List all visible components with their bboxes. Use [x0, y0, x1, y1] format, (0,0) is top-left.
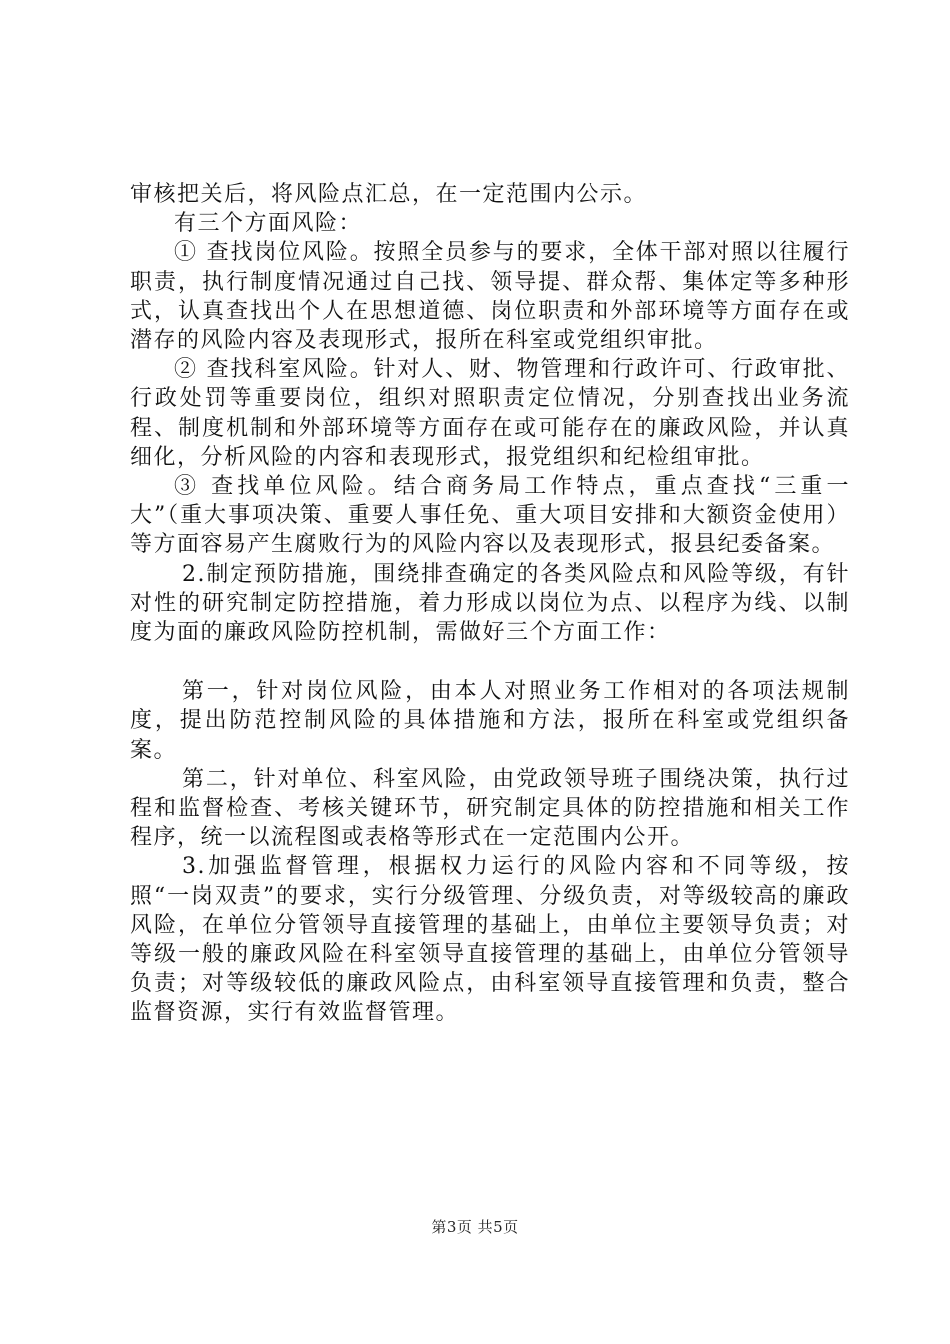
document-body	[130, 180, 850, 1028]
page-number-footer: 第3页 共5页	[431, 1218, 519, 1236]
paragraph-post-risk: ① 查找岗位风险。按照全员参与的要求，全体干部对照以往履行职责，执行制度情况通过自己找、领导提、群众帮、集体定等多种形式，认真查找出个人在思想道德、岗位职责和外部环境等方面存在或潜存的风险内容及表现形式，报所在科室或党组织审批。	[130, 240, 850, 354]
paragraph-first-measure: 第一，针对岗位风险，由本人对照业务工作相对的各项法规制度，提出防范控制风险的具体措施和方法，报所在科室或党组织备案。	[130, 679, 850, 763]
paragraph-risk-intro: 有三个方面风险：	[174, 211, 363, 237]
paragraph-office-risk: ② 查找科室风险。针对人、财、物管理和行政许可、行政审批、行政处罚等重要岗位，组织对照职责定位情况，分别查找出业务流程、制度机制和外部环境等方面存在或可能存在的廉政风险，并认真细化，分析风险的内容和表现形式，报党组织和纪检组审批。	[130, 357, 850, 470]
paragraph-supervision: 3.加强监督管理，根据权力运行的风险内容和不同等级，按照“一岗双责”的要求，实行分级管理、分级负责，对等级较高的廉政风险，在单位分管领导直接管理的基础上，由单位主要领导负责；对等级一般的廉政风险在科室领导直接管理的基础上，由单位分管领导负责；对等级较低的廉政风险点，由科室领导直接管理和负责，整合监督资源，实行有效监督管理。	[130, 854, 850, 1026]
paragraph-unit-risk: ③ 查找单位风险。结合商务局工作特点，重点查找“三重一大”（重大事项决策、重要人事任免、重大项目安排和大额资金使用）等方面容易产生腐败行为的风险内容以及表现形式，报县纪委备案。	[130, 474, 850, 558]
paragraph-continuation: 审核把关后，将风险点汇总，在一定范围内公示。	[130, 182, 648, 207]
paragraph-second-measure: 第二，针对单位、科室风险，由党政领导班子围绕决策，执行过程和监督检查、考核关键环节，研究制定具体的防控措施和相关工作程序，统一以流程图或表格等形式在一定范围内公开。	[130, 766, 850, 851]
paragraph-prevention-measures: 2.制定预防措施，围绕排查确定的各类风险点和风险等级，有针对性的研究制定防控措施，着力形成以岗位为点、以程序为线、以制度为面的廉政风险防控机制，需做好三个方面工作：	[130, 561, 850, 646]
paragraph-spacer	[130, 647, 850, 677]
